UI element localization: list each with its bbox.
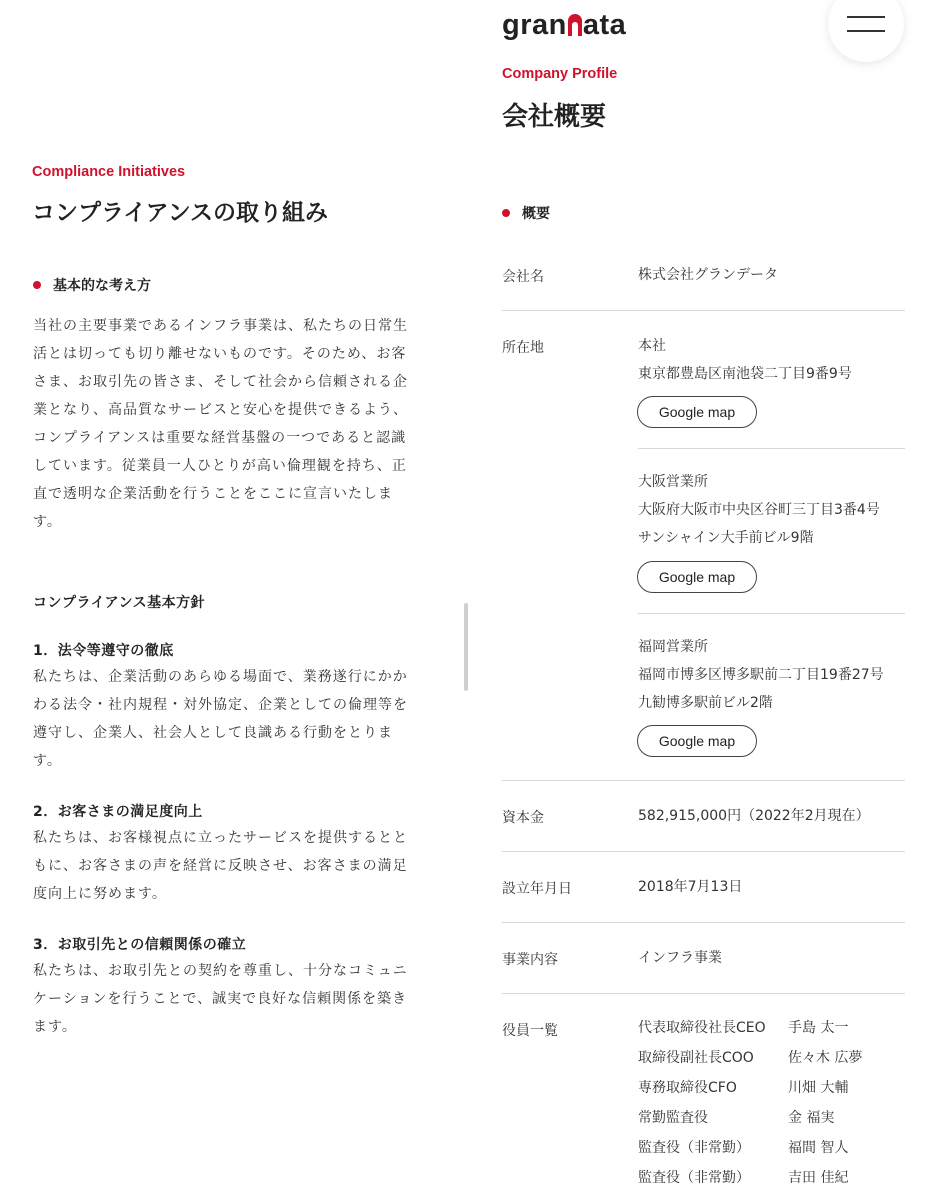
office-name: 本社	[638, 338, 666, 354]
office-hq	[638, 332, 852, 388]
text-line: 当社の主要事業であるインフラ事業は、私たちの日常生	[33, 318, 408, 334]
text-line: 度向上に努めます。	[33, 886, 167, 902]
divider	[638, 613, 905, 614]
policy-1-heading: 1．法令等遵守の徹底	[33, 643, 174, 659]
officers-label: 役員一覧	[502, 1023, 558, 1039]
policy-3-heading: 3．お取引先との信頼関係の確立	[33, 937, 247, 953]
office-fukuoka	[638, 633, 884, 717]
text-line: す。	[33, 514, 62, 530]
officer-row	[638, 1163, 848, 1193]
logo-text-end: ata	[582, 9, 627, 41]
divider	[502, 780, 905, 781]
google-map-button-hq[interactable]: Google map	[637, 396, 757, 428]
text-line: もに、お客さまの声を経営に反映させ、お客さまの満足	[33, 858, 408, 874]
officer-row	[638, 1043, 862, 1073]
basic-approach-text	[33, 312, 443, 536]
text-line: わる法令・社内規程・対外協定、企業としての倫理等を	[33, 697, 408, 713]
compliance-eyebrow: Compliance Initiatives	[32, 164, 186, 180]
office-name: 福岡営業所	[638, 639, 708, 655]
officer-role: 監査役（非常勤）	[638, 1170, 750, 1186]
officer-role: 常勤監査役	[638, 1110, 708, 1126]
policy-2-heading: 2．お客さまの満足度向上	[33, 804, 203, 820]
company-profile-eyebrow: Company Profile	[502, 66, 618, 82]
divider	[502, 922, 905, 923]
business-value: インフラ事業	[638, 950, 722, 966]
divider	[502, 310, 905, 311]
officer-name: 福間 智人	[788, 1140, 849, 1156]
company-profile-title: 会社概要	[502, 102, 607, 132]
logo-mark	[568, 14, 582, 36]
text-line: 私たちは、お取引先との契約を尊重し、十分なコミュニ	[33, 963, 408, 979]
scrollbar-thumb[interactable]	[464, 603, 468, 691]
text-line: しています。従業員一人ひとりが高い倫理観を持ち、正	[33, 458, 407, 474]
office-address: 福岡市博多区博多駅前二丁目19番27号	[638, 667, 884, 683]
text-line: 業となり、高品質なサービスと安心を提供できるよう、	[33, 402, 408, 418]
logo-text-start: gran	[502, 9, 567, 41]
officer-name: 金 福実	[788, 1110, 835, 1126]
company-name-label: 会社名	[502, 269, 544, 285]
founded-label: 設立年月日	[502, 881, 572, 897]
office-address: 東京都豊島区南池袋二丁目9番9号	[638, 366, 852, 382]
capital-label: 資本金	[502, 810, 544, 826]
divider	[502, 993, 905, 994]
capital-value: 582,915,000円（2022年2月現在）	[638, 808, 870, 824]
policy-2-text	[33, 824, 443, 908]
office-building: 九勧博多駅前ビル2階	[638, 695, 773, 711]
officer-role: 取締役副社長COO	[638, 1050, 754, 1066]
officer-row	[638, 1103, 834, 1133]
officer-role: 代表取締役社長CEO	[638, 1020, 766, 1036]
text-line: 直で透明な企業活動を行うことをここに宣言いたしま	[33, 486, 393, 502]
policy-3-text	[33, 957, 443, 1041]
office-building: サンシャイン大手前ビル9階	[638, 530, 814, 546]
overview-heading: 概要	[502, 203, 550, 223]
text-line: 私たちは、お客様視点に立ったサービスを提供するとと	[33, 830, 408, 846]
text-line: さま、お取引先の皆さま、そして社会から信頼される企	[33, 374, 408, 390]
menu-line-bottom	[847, 30, 885, 32]
text-line: 遵守し、企業人、社会人として良識ある行動をとりま	[33, 725, 393, 741]
company-name-value: 株式会社グランデータ	[638, 267, 778, 283]
location-label: 所在地	[502, 340, 544, 356]
officer-role: 監査役（非常勤）	[638, 1140, 750, 1156]
compliance-policy-title: コンプライアンス基本方針	[33, 595, 206, 611]
office-name: 大阪営業所	[638, 474, 708, 490]
divider	[502, 851, 905, 852]
divider	[638, 448, 905, 449]
founded-value: 2018年7月13日	[638, 879, 743, 895]
granddata-logo[interactable]	[502, 8, 626, 42]
office-osaka	[638, 468, 880, 552]
officer-name: 川畑 大輔	[788, 1080, 849, 1096]
compliance-title: コンプライアンスの取り組み	[32, 200, 329, 226]
text-line: ケーションを行うことで、誠実で良好な信頼関係を築き	[33, 991, 408, 1007]
text-line: 活とは切っても切り離せないものです。そのため、お客	[33, 346, 407, 362]
officer-name: 吉田 佳紀	[788, 1170, 849, 1186]
officer-row	[638, 1013, 848, 1043]
text-line: す。	[33, 753, 62, 769]
google-map-button-fukuoka[interactable]: Google map	[637, 725, 757, 757]
officer-row	[638, 1133, 848, 1163]
policy-1-text	[33, 663, 443, 775]
officer-role: 専務取締役CFO	[638, 1080, 737, 1096]
officer-name: 手島 太一	[788, 1020, 849, 1036]
text-line: コンプライアンスは重要な経営基盤の一つであると認識	[33, 430, 407, 446]
menu-line-top	[847, 16, 885, 18]
officer-name: 佐々木 広夢	[788, 1050, 863, 1066]
office-address: 大阪府大阪市中央区谷町三丁目3番4号	[638, 502, 880, 518]
hamburger-menu-button[interactable]	[828, 0, 904, 62]
text-line: 私たちは、企業活動のあらゆる場面で、業務遂行にかか	[33, 669, 408, 685]
text-line: ます。	[33, 1019, 77, 1035]
officer-row	[638, 1073, 848, 1103]
business-label: 事業内容	[502, 952, 558, 968]
basic-approach-heading: 基本的な考え方	[33, 275, 151, 295]
google-map-button-osaka[interactable]: Google map	[637, 561, 757, 593]
